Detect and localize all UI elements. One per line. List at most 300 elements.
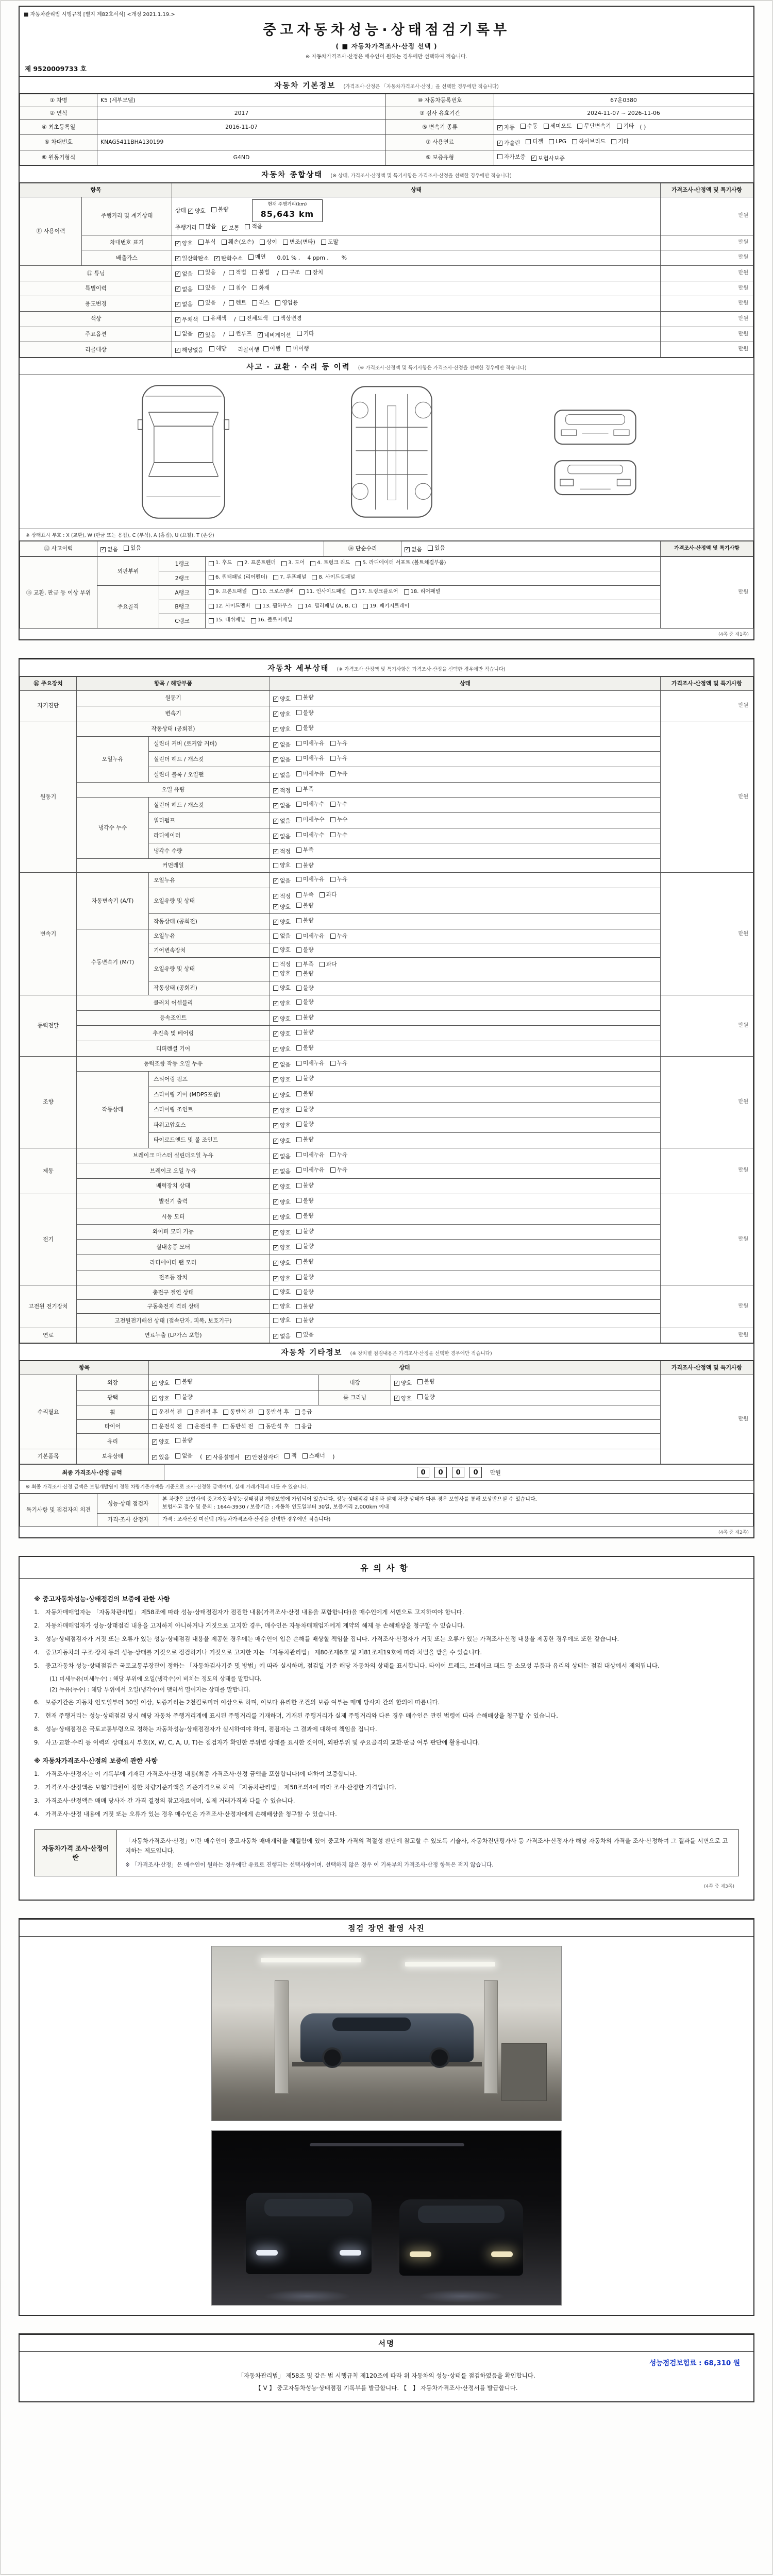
table-cell (159, 1514, 753, 1527)
table-cell: 커먼레일 (77, 858, 270, 872)
checkbox (273, 741, 291, 749)
table-cell: 만원 (661, 235, 753, 250)
checkbox-icon (273, 947, 278, 953)
table-cell (270, 1240, 661, 1255)
checked-checkbox-icon: ✓ (258, 332, 262, 338)
checkbox-label: 불량 (424, 1393, 435, 1400)
checked-checkbox-icon: ✓ (531, 156, 536, 161)
checkbox-label: 불량 (303, 970, 314, 977)
checkbox (284, 1452, 296, 1460)
table-row (20, 1209, 753, 1225)
checkbox (296, 724, 314, 732)
checkbox-label: 보험사보증 (537, 155, 565, 162)
checkbox-label: 누수 (337, 831, 348, 838)
checkbox-icon (296, 1152, 301, 1157)
notice-item (34, 1724, 739, 1734)
checkbox-icon (296, 918, 301, 923)
checkbox-label: 상이 (266, 238, 277, 245)
checkbox (417, 1378, 435, 1386)
checkbox-icon (273, 1318, 278, 1323)
table-row (20, 250, 753, 266)
checked-checkbox-icon: ✓ (101, 547, 105, 552)
checkbox (296, 1136, 314, 1144)
checkbox-label: 16. 플로어패널 (257, 617, 293, 623)
checked-checkbox-icon: ✓ (274, 1260, 278, 1266)
notice-subitem: (2) 누유(누수) : 해당 부위에서 오일(냉각수)이 맺혀서 떨어지는 상태를 말합니다. (49, 1686, 251, 1693)
table-row (20, 266, 753, 281)
checkbox (296, 1105, 314, 1113)
checkbox-label: 양호 (280, 1289, 291, 1296)
table-cell (172, 311, 661, 327)
checkbox-icon (296, 1304, 301, 1309)
checkbox (275, 299, 298, 307)
checkbox (273, 877, 291, 885)
checkbox-label: 양호 (280, 1317, 291, 1324)
checkbox-icon (296, 1015, 301, 1020)
checkbox-icon (298, 604, 303, 609)
checkbox (544, 122, 572, 130)
checkbox-label: 장치 (312, 269, 324, 276)
checkbox-icon (240, 316, 245, 321)
table-cell (270, 1194, 661, 1209)
checkbox-label: 불량 (303, 902, 314, 909)
checkbox-icon (199, 224, 204, 229)
checkbox-label: 있음 (205, 331, 216, 338)
checkbox-label: 자가보증 (504, 153, 526, 160)
table-cell: 상태 (270, 677, 661, 691)
checkbox-icon (617, 124, 622, 129)
checkbox (273, 833, 291, 841)
checkbox (497, 153, 526, 161)
table-cell: 리콜대상 (20, 342, 172, 358)
checkbox-icon (175, 1394, 180, 1399)
checkbox-label: 양호 (280, 946, 291, 954)
checkbox-label: 운전석 전 (159, 1422, 182, 1430)
checked-checkbox-icon: ✓ (274, 1108, 278, 1113)
text: ( ) (640, 124, 646, 131)
checked-checkbox-icon: ✓ (405, 547, 409, 552)
table-cell: 등속조인트 (77, 1010, 270, 1026)
checkbox-label: 있음 (303, 1331, 314, 1338)
table-cell (270, 1224, 661, 1240)
checkbox (295, 1408, 312, 1416)
table-cell (270, 1026, 661, 1041)
notice-text: 중고자동차의 구조·장치 등의 성능·상태를 거짓으로 점검하거나 거짓으로 고지한 자는 「자동차관리법」 제80조제6호 및 제81조제19호에 따라 처벌을 받을 수 있습니다. (45, 1649, 482, 1656)
checkbox-label: 양호 (280, 1198, 291, 1206)
checkbox (296, 1302, 314, 1311)
table-cell (270, 721, 661, 737)
checkbox-label: 19. 패키지트레이 (369, 603, 410, 609)
table-row (20, 541, 753, 556)
table-cell: 스티어링 조인트 (149, 1102, 270, 1117)
checkbox-icon (296, 1229, 301, 1234)
etc-info-table (20, 1361, 753, 1464)
checkbox-label: 불량 (181, 1393, 193, 1400)
checkbox-icon (296, 877, 301, 882)
checked-checkbox-icon: ✓ (274, 1333, 278, 1339)
table-row (20, 120, 753, 135)
table-row (20, 197, 753, 235)
table-cell: 와이퍼 모터 기능 (77, 1224, 270, 1240)
checkbox (209, 588, 247, 596)
checkbox-icon (296, 771, 301, 776)
checkbox-label: 없음 (280, 818, 291, 824)
checkbox (296, 1013, 314, 1022)
checkbox (273, 802, 291, 810)
checkbox (198, 268, 216, 277)
table-row (20, 873, 753, 888)
table-cell: 가격조사·산정액 및 특기사항 (661, 183, 753, 197)
checkbox-label: 미세누유 (303, 1166, 325, 1174)
section-title: 자동차 종합상태 (261, 171, 323, 180)
checkbox-icon (549, 139, 554, 144)
checkbox-label: 양호 (280, 1137, 291, 1144)
checkbox-label: 양호 (280, 1046, 291, 1053)
checkbox-label: 양호 (280, 1183, 291, 1190)
checkbox-label: 누유 (337, 876, 348, 883)
checkbox (330, 800, 348, 808)
checkbox-label: 기타 (623, 123, 634, 130)
car-window (332, 2018, 411, 2031)
section-signature (19, 2333, 754, 2402)
checkbox (306, 268, 323, 277)
table-cell (270, 957, 661, 981)
checkbox-icon (296, 848, 301, 853)
section-title: 자동차 세부상태 (267, 665, 329, 673)
notice-list-pricing (34, 1769, 739, 1819)
checkbox (273, 1061, 291, 1069)
table-cell (270, 1209, 661, 1225)
ceiling-light (261, 1958, 361, 1962)
checkbox-label: 양호 (280, 919, 291, 926)
notice-item (34, 1634, 739, 1644)
table-row (20, 690, 753, 706)
table-cell: 보유상태 (77, 1449, 149, 1464)
table-cell: 특기사항 및 점검자의 의견 (20, 1494, 97, 1527)
checked-checkbox-icon: ✓ (274, 1154, 278, 1159)
checkbox-label: 없음 (411, 546, 422, 553)
checkbox-label: 부족 (303, 846, 314, 854)
checkbox-label: 부족 (303, 891, 314, 899)
checkbox-label: 누유 (337, 1166, 348, 1174)
checkbox (273, 960, 291, 969)
amount-digit-box: 0 (434, 1467, 447, 1478)
checkbox (296, 998, 314, 1006)
section-header-detail (20, 659, 753, 676)
notice-item (34, 1698, 739, 1707)
text: KNAG5411BHA130199 (100, 139, 164, 146)
checkbox-icon (198, 270, 204, 275)
checkbox-label: 이행 (270, 345, 281, 352)
checkbox (273, 1213, 291, 1222)
checkbox-icon (296, 1167, 301, 1173)
checkbox-label: 1. 후드 (215, 560, 232, 566)
checkbox-label: 양호 (182, 240, 193, 247)
table-cell: 2016-11-07 (97, 120, 386, 135)
notice-text: 가격조사·산정액은 보험개발원이 정한 차량기준가액을 기준가격으로 하여 「자동차관리법」 제58조의4에 따라 조사·산정한 가격입니다. (45, 1784, 397, 1791)
checkbox-label: 불량 (303, 861, 314, 869)
checkbox-icon (330, 1167, 335, 1173)
checkbox (273, 787, 291, 795)
table-cell: 2024-11-07 ~ 2026-11-06 (494, 107, 753, 120)
table-cell: 1랭크 (159, 557, 206, 571)
table-cell: 연료누출 (LP가스 포함) (77, 1328, 270, 1343)
checkbox (296, 800, 325, 808)
checkbox (198, 331, 216, 340)
checkbox-icon (296, 971, 301, 976)
checkbox-label: 없음 (280, 741, 291, 748)
checkbox-label: 세미오토 (550, 123, 572, 130)
checkbox-icon (572, 139, 577, 144)
checkbox-label: 미세누유 (303, 770, 325, 777)
checkbox-icon (282, 270, 288, 275)
checkbox-label: 동반석 전 (230, 1422, 254, 1430)
checkbox-label: 렌트 (236, 299, 247, 307)
checkbox (296, 1166, 325, 1174)
table-cell: 작동상태 (공회전) (149, 981, 270, 995)
text: / (232, 315, 238, 323)
table-cell (270, 1163, 661, 1179)
checkbox-label: 불량 (303, 1212, 314, 1219)
checkbox (296, 1273, 314, 1281)
notice-text: 현재 주행거리는 성능·상태점검 당시 해당 자동차 주행거리계에 표시된 주행거리를 기재하며, 기재된 주행거리가 실제 주행거리와 다른 경우 매수인은 관련 법령에 따라 손해배상을 청구할 수 있습니다. (45, 1712, 558, 1720)
checkbox-icon (273, 575, 278, 580)
table-cell: 만원 (661, 1285, 753, 1328)
ceiling-light (405, 1962, 495, 1967)
table-cell: 브레이크 오일 누유 (77, 1163, 270, 1179)
checkbox (188, 207, 206, 215)
checked-checkbox-icon: ✓ (274, 1031, 278, 1037)
text: / (275, 269, 281, 277)
checkbox-label: 불량 (303, 1075, 314, 1082)
checkbox (273, 1183, 291, 1191)
checkbox (223, 1422, 253, 1431)
checkbox-label: 없음 (280, 1061, 291, 1068)
table-cell: 냉각수 누수 (77, 798, 149, 859)
table-cell (172, 281, 661, 296)
table-cell: 실린더 헤드 / 개스킷 (149, 798, 270, 813)
checkbox (273, 1030, 291, 1038)
checkbox (273, 1332, 291, 1341)
checkbox (209, 345, 227, 353)
table-cell (391, 1390, 661, 1405)
checkbox (296, 693, 314, 702)
checked-checkbox-icon: ✓ (274, 878, 278, 884)
checkbox-label: 12. 사이드멤버 (215, 603, 250, 609)
checkbox (273, 946, 291, 954)
table-cell (206, 585, 661, 600)
checkbox-icon (351, 589, 357, 595)
checkbox-label: 없음 (280, 932, 291, 939)
checkbox-label: 기타 (303, 330, 314, 337)
checkbox (273, 1107, 291, 1115)
table-cell: 가격조사·산정액 및 특기사항 (661, 541, 753, 556)
checkbox-icon (320, 892, 325, 897)
table-cell (270, 1132, 661, 1148)
checkbox-icon (330, 1152, 335, 1157)
table-cell (494, 150, 753, 165)
checkbox-label: 있음 (130, 544, 141, 551)
checkbox-label: 불량 (303, 1181, 314, 1189)
table-cell (149, 1390, 319, 1405)
table-cell: 변속기 (20, 873, 77, 995)
table-cell: 특별이력 (20, 281, 172, 296)
checkbox (296, 1288, 314, 1296)
checkbox-icon (296, 1091, 301, 1096)
checkbox-label: 10. 크로스멤버 (259, 588, 294, 595)
checkbox (295, 1422, 312, 1431)
checkbox (273, 984, 291, 992)
table-cell: 구동축전지 격리 상태 (77, 1299, 270, 1313)
checkbox (175, 316, 198, 324)
table-cell: 동력조향 작동 오일 누유 (77, 1056, 270, 1072)
checkbox (152, 1379, 170, 1387)
checked-checkbox-icon: ✓ (274, 696, 278, 702)
table-cell: G4ND (97, 150, 386, 165)
notice-number: 8. (34, 1725, 40, 1733)
checked-checkbox-icon: ✓ (176, 241, 180, 246)
table-cell: 만원 (661, 342, 753, 358)
text: / (221, 269, 227, 277)
table-row (20, 1072, 753, 1087)
checkbox (296, 739, 325, 748)
checkbox-icon (259, 1424, 264, 1429)
checkbox (321, 238, 339, 246)
checkbox (273, 1137, 291, 1145)
final-price-note: ※ 최종 가격조사·산정 금액은 보험개발원이 정한 차량기준가액을 기준으로 조사·산정한 금액이며, 실제 거래가격과 다를 수 있습니다. (20, 1481, 753, 1494)
table-cell: 수동변속기 (M/T) (77, 929, 149, 995)
checkbox (175, 300, 193, 309)
checkbox-label: 해당 (215, 345, 227, 352)
checkbox-icon (256, 604, 261, 609)
checkbox-icon (417, 1394, 423, 1399)
checkbox (175, 240, 193, 248)
table-cell: 67운0380 (494, 94, 753, 107)
checkbox (245, 223, 262, 231)
table-cell: 클러치 어셈블리 (77, 995, 270, 1011)
section-note: (※ 가격조사·산정액 및 특기사항은 가격조사·산정을 선택한 경우에만 적습니다) (358, 365, 527, 371)
checkbox (330, 770, 348, 778)
table-cell (149, 1419, 661, 1433)
checkbox-label: 자동 (504, 124, 515, 131)
table-row (20, 1314, 753, 1328)
table-cell: 조향 (20, 1056, 77, 1148)
table-cell (172, 235, 661, 250)
checkbox-icon (296, 892, 301, 897)
table-cell: 작동상태 (77, 1072, 149, 1148)
table-cell (270, 798, 661, 813)
checkbox-icon (296, 710, 301, 715)
checkbox-label: 안전삼각대 (251, 1453, 279, 1461)
checkbox (296, 816, 325, 824)
checkbox (259, 1408, 289, 1416)
table-cell (270, 1010, 661, 1026)
table-cell (97, 541, 324, 556)
checkbox (296, 785, 314, 793)
checked-checkbox-icon: ✓ (395, 1396, 399, 1401)
checked-checkbox-icon: ✓ (274, 1199, 278, 1205)
checkbox (330, 932, 348, 940)
checkbox-label: 양호 (280, 1107, 291, 1114)
checkbox (281, 560, 305, 567)
notice-item (34, 1738, 739, 1748)
checkbox (274, 314, 302, 323)
table-cell: 내장 (319, 1375, 391, 1391)
table-cell (270, 1148, 661, 1163)
table-cell: 만원 (661, 311, 753, 327)
checkbox-icon (296, 1318, 301, 1323)
checkbox (296, 932, 325, 940)
inspection-photo-garage (211, 2130, 562, 2306)
checkbox (273, 861, 291, 870)
table-cell (270, 1285, 661, 1299)
panel-exchange-table (20, 556, 753, 629)
checkbox (312, 574, 355, 582)
checkbox (100, 546, 118, 554)
checkbox-label: 운전석 후 (194, 1422, 218, 1430)
table-cell (172, 296, 661, 312)
checkbox (273, 1229, 291, 1237)
checked-checkbox-icon: ✓ (176, 302, 180, 308)
checkbox (549, 138, 566, 146)
checkbox-icon (330, 877, 335, 882)
checkbox-label: 해당없음 (182, 347, 204, 354)
table-cell (97, 94, 386, 107)
table-row (20, 1405, 753, 1419)
checkbox-label: 불법 (259, 269, 270, 276)
checkbox (209, 560, 232, 567)
checkbox-label: 무채색 (182, 316, 198, 323)
checkbox (617, 122, 634, 130)
table-cell: ② 연식 (20, 107, 97, 120)
accident-history-table (20, 541, 753, 557)
table-row (20, 311, 753, 327)
checkbox-icon (312, 575, 317, 580)
notice-number: 9. (34, 1739, 40, 1747)
table-cell: 냉각수 수량 (149, 843, 270, 859)
table-cell (270, 1117, 661, 1133)
notice-text: 중고자동차 성능·상태점검은 국토교통부장관이 정하는 「자동차검사기준 및 방법」에 따라 실시하며, 점검일 기준 해당 자동차의 상태를 표시합니다. 타이어 트레드, 브레이크 패드 등 소모성 부품과 유리의 상태는 점검 대상에서 제외됩니다. (45, 1662, 660, 1669)
car-wheel (322, 2047, 343, 2068)
table-cell (270, 706, 661, 721)
checkbox-label: 양호 (280, 970, 291, 977)
checkbox-label: 응급 (301, 1409, 312, 1416)
checkbox-label: 양호 (280, 710, 291, 718)
table-cell: 기본품목 (20, 1449, 77, 1464)
checkbox-label: 변조(변타) (289, 238, 315, 245)
checkbox-label: 불량 (303, 1105, 314, 1112)
notice-number: 4. (34, 1649, 40, 1656)
checkbox-label: 없음 (280, 833, 291, 840)
table-cell (270, 1255, 661, 1270)
table-cell: 작동상태 (공회전) (77, 721, 270, 737)
table-row (20, 1465, 753, 1481)
table-row (20, 995, 753, 1011)
checked-checkbox-icon: ✓ (274, 1062, 278, 1067)
table-row (20, 94, 753, 107)
checkbox-label: 양호 (280, 1302, 291, 1310)
checkbox-label: 13. 휠하우스 (262, 603, 293, 609)
checkbox-label: 매연 (255, 253, 266, 261)
checked-checkbox-icon: ✓ (274, 1016, 278, 1022)
notice-number: 2. (34, 1622, 40, 1630)
overall-condition-table (20, 183, 753, 358)
checkbox-label: 침수 (236, 284, 247, 291)
table-cell (270, 929, 661, 943)
notice-item (34, 1607, 739, 1617)
checkbox (296, 1181, 314, 1190)
amount-digit-box: 0 (417, 1467, 429, 1478)
